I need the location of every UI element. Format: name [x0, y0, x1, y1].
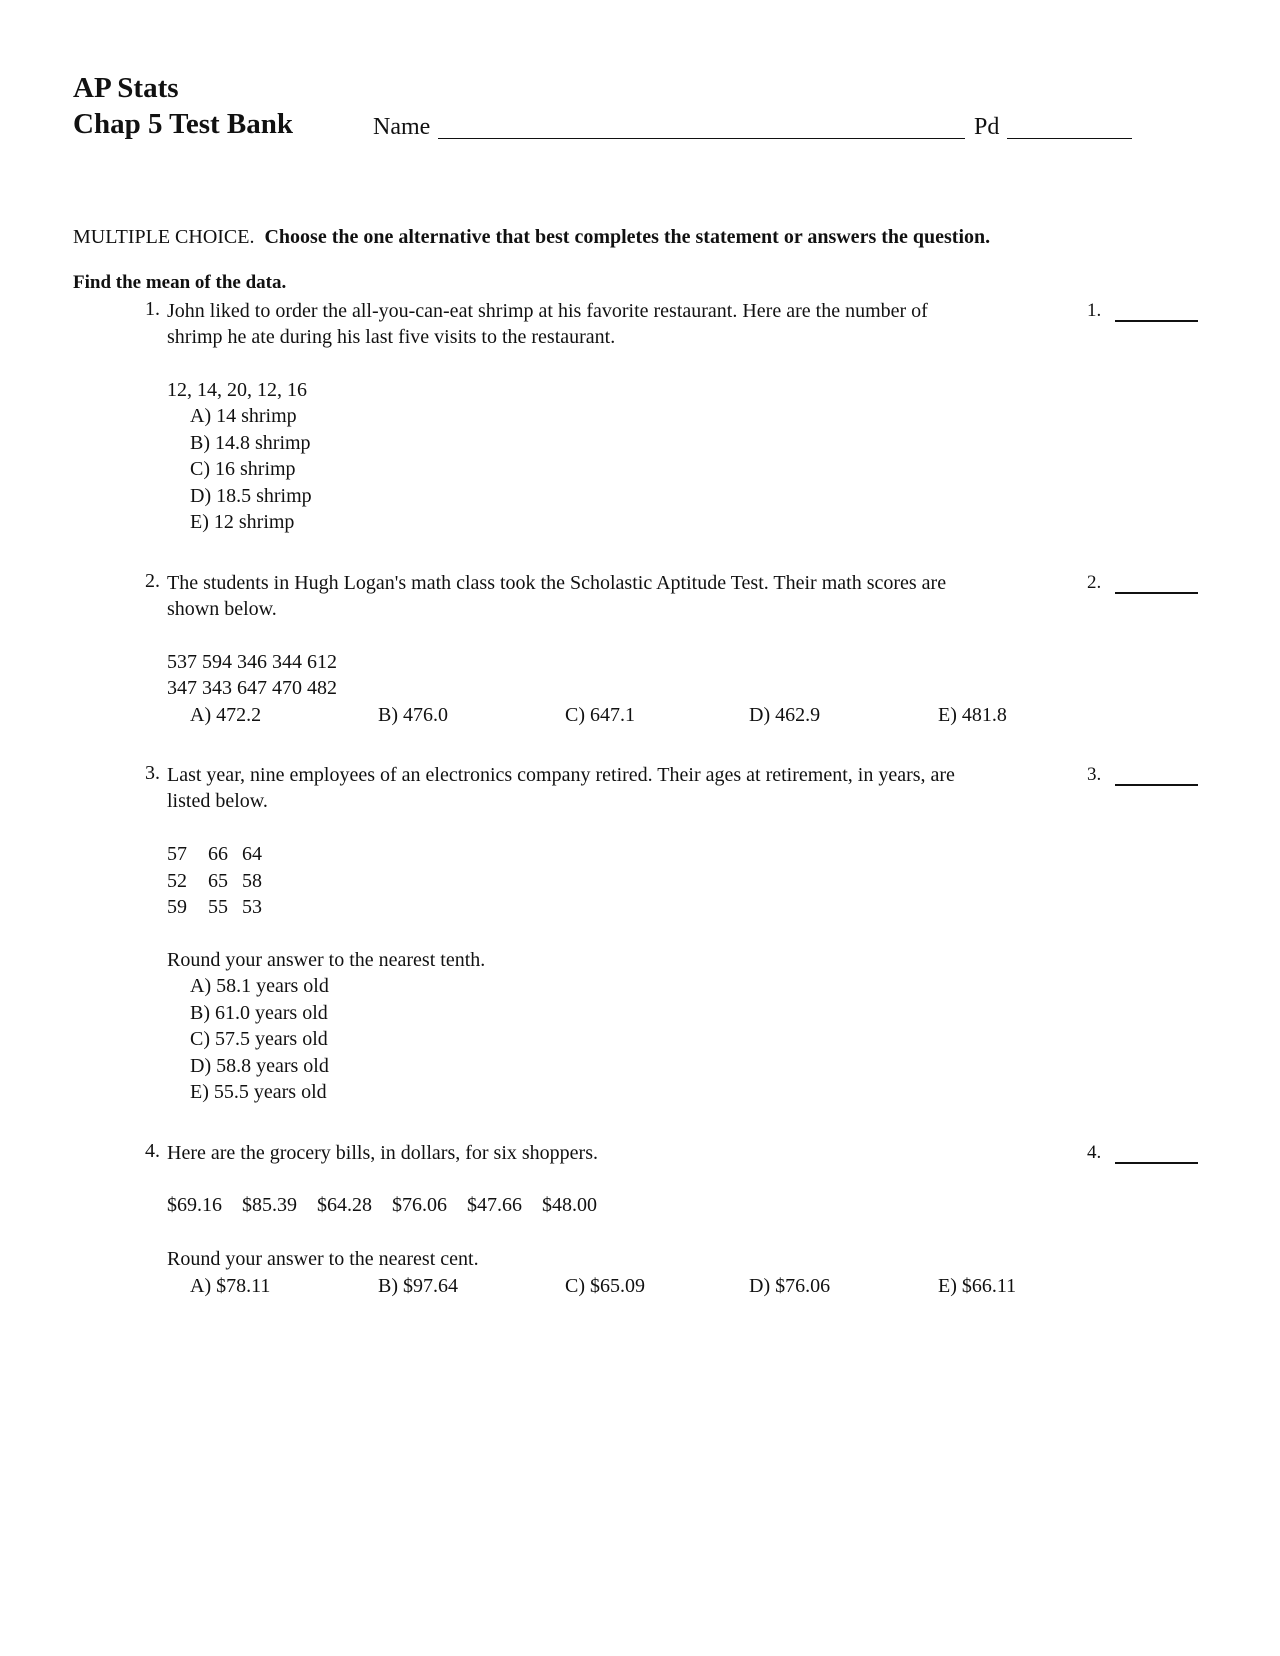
question-text-line-1: John liked to order the all-you-can-eat shrimp at his favorite restaurant. Here are the number of: [167, 300, 928, 322]
choice-e: E) 481.8: [938, 704, 1007, 726]
pd-field[interactable]: [1007, 138, 1132, 139]
bill-value: $76.06: [392, 1194, 447, 1216]
choice-d: D) 58.8 years old: [190, 1055, 329, 1077]
question-text-line-1: Here are the grocery bills, in dollars, for six shoppers.: [167, 1142, 598, 1164]
bill-value: $85.39: [242, 1194, 297, 1216]
page-title: AP Stats: [73, 72, 179, 104]
answer-blank[interactable]: [1115, 320, 1198, 322]
question-number: 4.: [145, 1140, 160, 1162]
choice-b: B) 61.0 years old: [190, 1002, 328, 1024]
choice-d: D) 462.9: [749, 704, 821, 726]
answer-blank[interactable]: [1115, 1162, 1198, 1164]
choice-a: A) $78.11: [190, 1275, 271, 1297]
table-cell: 64: [242, 843, 262, 865]
bill-value: $69.16: [167, 1194, 222, 1216]
name-label: Name: [373, 114, 431, 140]
question-text-line-1: Last year, nine employees of an electronics company retired. Their ages at retirement, in years, are: [167, 764, 955, 786]
choice-e: E) 12 shrimp: [190, 511, 295, 533]
bill-value: $48.00: [542, 1194, 597, 1216]
bill-value: $47.66: [467, 1194, 522, 1216]
round-note: Round your answer to the nearest tenth.: [167, 949, 486, 971]
instructions-label: MULTIPLE CHOICE.: [73, 226, 255, 248]
choice-c: C) 647.1: [565, 704, 635, 726]
choice-d: D) 18.5 shrimp: [190, 485, 312, 507]
choice-d: D) $76.06: [749, 1275, 831, 1297]
table-cell: 53: [242, 896, 262, 918]
choice-b: B) 14.8 shrimp: [190, 432, 311, 454]
answer-blank[interactable]: [1115, 592, 1198, 594]
instructions: [73, 226, 990, 249]
question-text-line-2: listed below.: [167, 790, 268, 812]
question-number: 3.: [145, 762, 160, 784]
table-cell: 59: [167, 896, 187, 918]
data-table-row: [167, 894, 262, 920]
choice-c: C) 16 shrimp: [190, 458, 296, 480]
table-cell: 57: [167, 843, 187, 865]
choice-e: E) 55.5 years old: [190, 1081, 327, 1103]
section-heading: Find the mean of the data.: [73, 272, 287, 293]
table-cell: 58: [242, 870, 262, 892]
table-cell: 52: [167, 870, 187, 892]
page-subtitle: Chap 5 Test Bank: [73, 108, 294, 140]
question-number: 2.: [145, 570, 160, 592]
round-note: Round your answer to the nearest cent.: [167, 1248, 479, 1270]
bill-value: $64.28: [317, 1194, 372, 1216]
table-cell: 65: [208, 870, 228, 892]
answer-blank[interactable]: [1115, 784, 1198, 786]
table-cell: 66: [208, 843, 228, 865]
data-line-2: 347 343 647 470 482: [167, 677, 337, 699]
data-table-row: [167, 841, 262, 867]
choice-b: B) $97.64: [378, 1275, 458, 1297]
choice-b: B) 476.0: [378, 704, 448, 726]
choice-a: A) 58.1 years old: [190, 975, 329, 997]
choice-a: A) 14 shrimp: [190, 405, 297, 427]
data-line-1: 537 594 346 344 612: [167, 651, 337, 673]
choice-e: E) $66.11: [938, 1275, 1017, 1297]
answer-number: 2.: [1087, 572, 1102, 593]
question-text-line-2: shrimp he ate during his last five visits to the restaurant.: [167, 326, 616, 348]
choice-a: A) 472.2: [190, 704, 262, 726]
choice-c: C) 57.5 years old: [190, 1028, 328, 1050]
question-number: 1.: [145, 298, 160, 320]
answer-number: 3.: [1087, 764, 1102, 785]
question-text-line-2: shown below.: [167, 598, 277, 620]
answer-number: 1.: [1087, 300, 1102, 321]
data-table-row: [167, 868, 262, 894]
data-values: 12, 14, 20, 12, 16: [167, 379, 307, 401]
instructions-text: Choose the one alternative that best completes the statement or answers the question.: [264, 226, 991, 248]
question-text-line-1: The students in Hugh Logan's math class took the Scholastic Aptitude Test. Their math scores are: [167, 572, 947, 594]
table-cell: 55: [208, 896, 228, 918]
answer-number: 4.: [1087, 1142, 1102, 1163]
pd-label: Pd: [974, 114, 1000, 140]
name-field[interactable]: [438, 138, 965, 139]
choice-c: C) $65.09: [565, 1275, 645, 1297]
